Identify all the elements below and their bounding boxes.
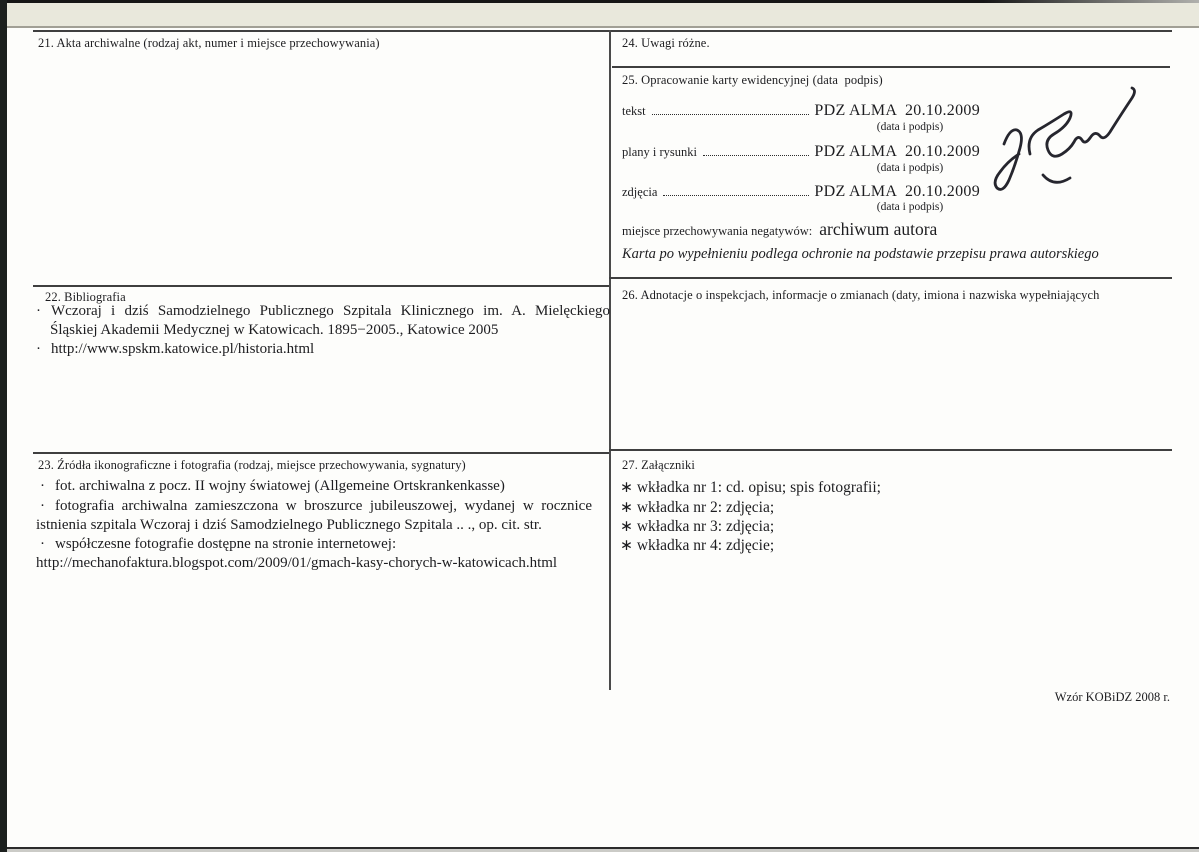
section-24-title: 24. Uwagi różne. — [622, 36, 710, 50]
dotted-leader — [652, 114, 810, 115]
bullet-marker: · — [36, 341, 41, 357]
entry-plany-value: PDZ ALMA 20.10.2009 — [814, 143, 980, 160]
attachment-item: ∗ wkładka nr 2: zdjęcia; — [620, 499, 775, 516]
attachment-item: ∗ wkładka nr 3: zdjęcia; — [620, 518, 775, 535]
scan-page-top-margin — [7, 3, 1199, 26]
iconographic-source-line: · współczesne fotografie dostępne na stronie internetowej: — [40, 536, 397, 552]
entry-zdjecia-value: PDZ ALMA 20.10.2009 — [814, 183, 980, 200]
rule-column-divider — [609, 30, 611, 690]
section-23-title: 23. Źródła ikonograficzne i fotografia (rodzaj, miejsce przechowywania, sygnatury) — [38, 458, 466, 472]
dotted-leader — [663, 195, 809, 196]
bibliography-line: · Wczoraj i dziś Samodzielnego Publicznego Szpitala Klinicznego im. A. Mielęckiego — [36, 303, 610, 319]
form-template-note: Wzór KOBiDZ 2008 r. — [1054, 690, 1170, 704]
bibliography-line: Śląskiej Akademii Medycznej w Katowicach. 1895−2005., Katowice 2005 — [50, 322, 499, 338]
section-22-title: 22. Bibliografia — [45, 290, 126, 304]
bullet-marker: · — [40, 478, 45, 494]
iconographic-source-line: · fotografia archiwalna zamieszczona w broszurce jubileuszowej, wydanej w rocznice — [40, 498, 592, 514]
iconographic-source-link: http://mechanofaktura.blogspot.com/2009/01/gmach-kasy-chorych-w-katowicach.html — [36, 555, 558, 571]
rule-above-section-22 — [33, 285, 609, 287]
iconographic-source-line: istnienia szpitala Wczoraj i dziś Samodzielnego Publicznego Szpitala .. ., op. cit. str. — [36, 517, 542, 533]
scan-left-edge — [0, 0, 7, 852]
negatives-label: miejsce przechowywania negatywów: — [622, 224, 813, 238]
bibliography-link: · http://www.spskm.katowice.pl/historia.html — [36, 341, 315, 357]
entry-plany — [622, 143, 980, 161]
rule-under-section-24 — [612, 66, 1170, 68]
handwritten-signature — [986, 72, 1146, 212]
entry-tekst-caption: (data i podpis) — [876, 121, 944, 133]
entry-tekst-value: PDZ ALMA 20.10.2009 — [814, 102, 980, 119]
section-27-title: 27. Załączniki — [622, 458, 695, 472]
entry-tekst-label: tekst — [622, 104, 646, 118]
bullet-marker: · — [36, 303, 41, 319]
entry-zdjecia-caption: (data i podpis) — [876, 201, 944, 213]
rule-above-section-23 — [33, 452, 609, 454]
attachment-item: ∗ wkładka nr 1: cd. opisu; spis fotografii; — [620, 479, 881, 496]
negatives-row — [622, 219, 937, 240]
dotted-leader — [703, 155, 809, 156]
rule-above-section-26 — [609, 277, 1172, 279]
iconographic-source-line: · fot. archiwalna z pocz. II wojny światowej (Allgemeine Ortskrankenkasse) — [40, 478, 505, 494]
entry-plany-caption: (data i podpis) — [876, 162, 944, 174]
rule-above-section-27 — [609, 449, 1172, 451]
attachment-item: ∗ wkładka nr 4: zdjęcie; — [620, 537, 775, 554]
entry-plany-label: plany i rysunki — [622, 145, 697, 159]
entry-zdjecia — [622, 183, 980, 201]
section-25-title: 25. Opracowanie karty ewidencyjnej (data podpis) — [622, 73, 883, 87]
entry-tekst — [622, 102, 980, 120]
rule-top — [33, 30, 1172, 32]
section-21-title: 21. Akta archiwalne (rodzaj akt, numer i miejsce przechowywania) — [38, 36, 380, 50]
section-26-title: 26. Adnotacje o inspekcjach, informacje o zmianach (daty, imiona i nazwiska wypełniających — [622, 288, 1100, 302]
bullet-marker: · — [40, 536, 45, 552]
negatives-value: archiwum autora — [819, 219, 938, 239]
entry-zdjecia-label: zdjęcia — [622, 185, 658, 199]
copyright-protection-note: Karta po wypełnieniu podlega ochronie na podstawie przepisu prawa autorskiego — [622, 246, 1099, 262]
bullet-marker: · — [40, 498, 45, 514]
